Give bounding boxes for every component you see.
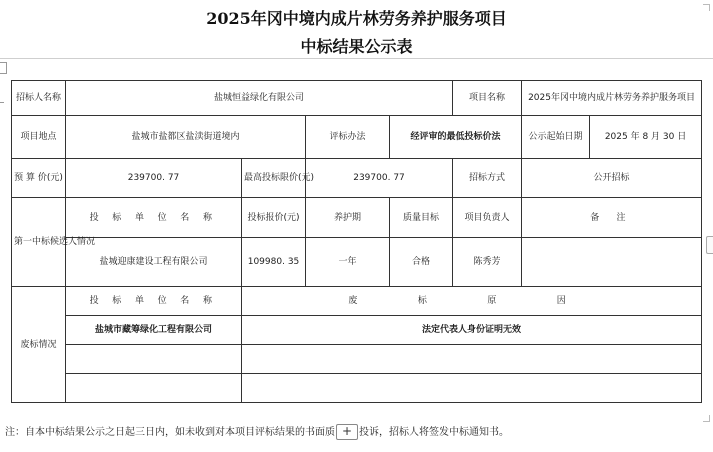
footnote-text-end: 投诉，招标人将签发中标通知书。 <box>359 427 509 438</box>
location-label: 项目地点 <box>12 116 66 159</box>
candidate-header-price: 投标报价(元) <box>242 198 306 238</box>
top-right-corner-mark <box>703 4 710 11</box>
rejected-section-label: 废标情况 <box>12 287 66 403</box>
candidate-header-manager: 项目负责人 <box>453 198 522 238</box>
plus-icon[interactable]: + <box>336 424 358 440</box>
candidate-price: 109980. 35 <box>242 238 306 287</box>
method-label: 评标办法 <box>306 116 390 159</box>
tenderer-label: 招标人名称 <box>12 81 66 116</box>
rejected-row <box>12 374 702 403</box>
method-value: 经评审的最低投标价法 <box>390 116 522 159</box>
rejected-header-company: 投 标 单 位 名 称 <box>66 287 242 316</box>
candidate-header-row <box>12 198 702 238</box>
rejected-reason: 法定代表人身份证明无效 <box>242 316 702 345</box>
candidate-section-label: 第一中标候选人情况 <box>12 198 66 287</box>
candidate-quality: 合格 <box>390 238 453 287</box>
rejected-header-row <box>12 287 702 316</box>
project-name-label: 项目名称 <box>453 81 522 116</box>
candidate-data-row <box>12 238 702 287</box>
right-scroll-handle[interactable] <box>706 236 713 254</box>
rejected-company <box>66 345 242 374</box>
table-row-budget <box>12 159 702 198</box>
left-margin-marker <box>0 62 7 74</box>
budget-value: 239700. 77 <box>66 159 242 198</box>
candidate-header-period: 养护期 <box>306 198 390 238</box>
candidate-period: 一年 <box>306 238 390 287</box>
rejected-row <box>12 345 702 374</box>
candidate-manager: 陈秀芳 <box>453 238 522 287</box>
candidate-header-quality: 质量目标 <box>390 198 453 238</box>
budget-label: 预 算 价(元) <box>12 159 66 198</box>
page-divider <box>0 58 713 59</box>
rejected-row <box>12 316 702 345</box>
rejected-header-reason: 废 标 原 因 <box>242 287 702 316</box>
left-margin-tick <box>0 102 4 103</box>
bidding-method-label: 招标方式 <box>453 159 522 198</box>
max-price-label: 最高投标限价(元) <box>242 159 306 198</box>
tenderer-value: 盐城恒益绿化有限公司 <box>66 81 453 116</box>
document-title: 2025年冈中境内成片林劳务养护服务项目 <box>206 9 507 28</box>
candidate-header-remark: 备 注 <box>522 198 702 238</box>
table-row-tenderer <box>12 81 702 116</box>
start-date-value: 2025 年 8 月 30 日 <box>590 116 702 159</box>
table-row-location <box>12 116 702 159</box>
rejected-reason <box>242 374 702 403</box>
rejected-company <box>66 374 242 403</box>
document-subtitle: 中标结果公示表 <box>300 37 413 56</box>
max-price-value: 239700. 77 <box>306 159 453 198</box>
footnote-text-start: 注：自本中标结果公示之日起三日内，如未收到对本项目评标结果的书面质 <box>5 427 335 438</box>
project-name-value: 2025年冈中境内成片林劳务养护服务项目 <box>522 81 702 116</box>
bid-result-table <box>11 80 702 403</box>
start-date-label: 公示起始日期 <box>522 116 590 159</box>
candidate-header-company: 投 标 单 位 名 称 <box>66 198 242 238</box>
footnote <box>5 423 509 440</box>
candidate-remark <box>522 238 702 287</box>
candidate-company: 盐城迎康建设工程有限公司 <box>66 238 242 287</box>
location-value: 盐城市盐都区盐渎街道境内 <box>66 116 306 159</box>
rejected-reason <box>242 345 702 374</box>
bottom-right-corner-mark <box>703 415 710 422</box>
rejected-company: 盐城市藏筹绿化工程有限公司 <box>66 316 242 345</box>
bidding-method-value: 公开招标 <box>522 159 702 198</box>
